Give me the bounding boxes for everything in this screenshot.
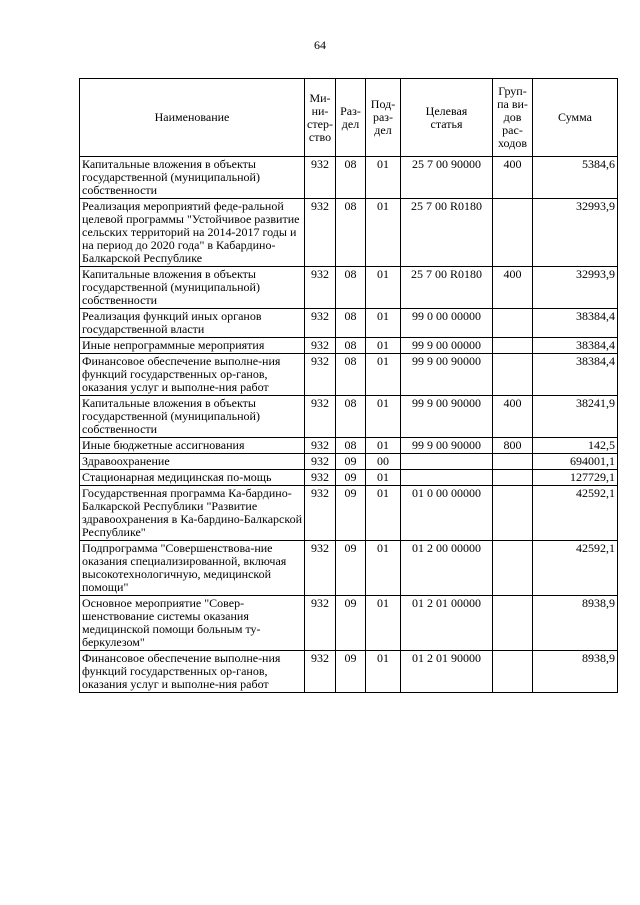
cell-name: Стационарная медицинская по-мощь <box>80 470 305 486</box>
cell-section: 09 <box>336 596 366 651</box>
cell-ministry: 932 <box>305 354 336 396</box>
cell-target: 25 7 00 90000 <box>401 157 493 199</box>
cell-target: 01 2 01 00000 <box>401 596 493 651</box>
cell-sum: 8938,9 <box>533 651 618 693</box>
cell-ministry: 932 <box>305 157 336 199</box>
cell-subsection: 01 <box>366 396 401 438</box>
table-row <box>80 651 618 693</box>
cell-name: Капитальные вложения в объекты государственной (муниципальной) собственности <box>80 157 305 199</box>
cell-ministry: 932 <box>305 651 336 693</box>
cell-section: 09 <box>336 486 366 541</box>
cell-target: 01 2 01 90000 <box>401 651 493 693</box>
cell-name: Здравоохранение <box>80 454 305 470</box>
cell-subsection: 01 <box>366 486 401 541</box>
cell-group <box>493 354 533 396</box>
cell-group <box>493 541 533 596</box>
cell-sum: 127729,1 <box>533 470 618 486</box>
header-name: Наименование <box>80 79 305 157</box>
cell-section: 08 <box>336 338 366 354</box>
cell-target: 99 9 00 00000 <box>401 338 493 354</box>
cell-section: 08 <box>336 157 366 199</box>
cell-name: Реализация мероприятий феде-ральной целевой программы "Устойчивое развитие сельских территорий на 2014-2017 годы и на период до 2020 года" в Кабардино-Балкарской Республике <box>80 199 305 267</box>
cell-name: Основное мероприятие "Совер-шенствование системы оказания медицинской помощи больным ту-беркулезом" <box>80 596 305 651</box>
cell-sum: 8938,9 <box>533 596 618 651</box>
table-row <box>80 199 618 267</box>
cell-subsection: 01 <box>366 267 401 309</box>
cell-ministry: 932 <box>305 338 336 354</box>
cell-section: 09 <box>336 651 366 693</box>
cell-name: Реализация функций иных органов государственной власти <box>80 309 305 338</box>
cell-group <box>493 651 533 693</box>
cell-subsection: 01 <box>366 338 401 354</box>
cell-target: 25 7 00 R0180 <box>401 199 493 267</box>
page-number: 64 <box>314 38 326 52</box>
cell-section: 09 <box>336 541 366 596</box>
cell-ministry: 932 <box>305 541 336 596</box>
cell-ministry: 932 <box>305 199 336 267</box>
cell-name: Государственная программа Ка-бардино-Балкарской Республики "Развитие здравоохранения в Ка-бардино-Балкарской Республике" <box>80 486 305 541</box>
table-row <box>80 338 618 354</box>
cell-ministry: 932 <box>305 486 336 541</box>
header-group: Груп- па ви- дов рас- ходов <box>493 79 533 157</box>
cell-group <box>493 596 533 651</box>
cell-target <box>401 454 493 470</box>
cell-group: 800 <box>493 438 533 454</box>
cell-group <box>493 470 533 486</box>
cell-target: 99 9 00 90000 <box>401 396 493 438</box>
cell-section: 08 <box>336 267 366 309</box>
cell-name: Капитальные вложения в объекты государственной (муниципальной) собственности <box>80 396 305 438</box>
cell-name: Подпрограмма "Совершенствова-ние оказания специализированной, включая высокотехнологичную, медицинской помощи" <box>80 541 305 596</box>
cell-ministry: 932 <box>305 396 336 438</box>
cell-subsection: 01 <box>366 199 401 267</box>
table-row <box>80 157 618 199</box>
cell-ministry: 932 <box>305 596 336 651</box>
table-row <box>80 354 618 396</box>
cell-group <box>493 338 533 354</box>
cell-target <box>401 470 493 486</box>
cell-subsection: 01 <box>366 651 401 693</box>
cell-section: 08 <box>336 396 366 438</box>
header-sum: Сумма <box>533 79 618 157</box>
cell-group <box>493 454 533 470</box>
cell-ministry: 932 <box>305 267 336 309</box>
cell-group: 400 <box>493 396 533 438</box>
table-row <box>80 454 618 470</box>
cell-sum: 694001,1 <box>533 454 618 470</box>
header-target: Целевая статья <box>401 79 493 157</box>
cell-sum: 38384,4 <box>533 338 618 354</box>
cell-sum: 5384,6 <box>533 157 618 199</box>
table-row <box>80 438 618 454</box>
cell-section: 08 <box>336 309 366 338</box>
header-section: Раз- дел <box>336 79 366 157</box>
cell-subsection: 01 <box>366 354 401 396</box>
cell-section: 08 <box>336 199 366 267</box>
cell-group <box>493 486 533 541</box>
cell-name: Иные бюджетные ассигнования <box>80 438 305 454</box>
cell-section: 08 <box>336 354 366 396</box>
cell-name: Иные непрограммные мероприятия <box>80 338 305 354</box>
table-row <box>80 267 618 309</box>
cell-sum: 42592,1 <box>533 486 618 541</box>
cell-ministry: 932 <box>305 309 336 338</box>
cell-subsection: 00 <box>366 454 401 470</box>
cell-target: 01 2 00 00000 <box>401 541 493 596</box>
cell-subsection: 01 <box>366 309 401 338</box>
cell-sum: 38384,4 <box>533 354 618 396</box>
cell-sum: 42592,1 <box>533 541 618 596</box>
table-row <box>80 541 618 596</box>
table-row <box>80 596 618 651</box>
cell-group <box>493 199 533 267</box>
cell-sum: 142,5 <box>533 438 618 454</box>
table-header-row <box>80 79 618 157</box>
cell-ministry: 932 <box>305 438 336 454</box>
table-row <box>80 396 618 438</box>
cell-target: 99 9 00 90000 <box>401 438 493 454</box>
cell-sum: 32993,9 <box>533 199 618 267</box>
cell-group <box>493 309 533 338</box>
cell-name: Финансовое обеспечение выполне-ния функций государственных ор-ганов, оказания услуг и выполне-ния работ <box>80 354 305 396</box>
cell-target: 99 0 00 00000 <box>401 309 493 338</box>
cell-subsection: 01 <box>366 470 401 486</box>
cell-group: 400 <box>493 267 533 309</box>
header-subsection: Под- раз- дел <box>366 79 401 157</box>
table-row <box>80 470 618 486</box>
cell-sum: 38241,9 <box>533 396 618 438</box>
budget-table <box>79 78 618 693</box>
cell-ministry: 932 <box>305 470 336 486</box>
cell-section: 08 <box>336 438 366 454</box>
cell-target: 99 9 00 90000 <box>401 354 493 396</box>
cell-section: 09 <box>336 454 366 470</box>
table-row <box>80 309 618 338</box>
cell-subsection: 01 <box>366 438 401 454</box>
table-row <box>80 486 618 541</box>
cell-sum: 38384,4 <box>533 309 618 338</box>
cell-ministry: 932 <box>305 454 336 470</box>
cell-subsection: 01 <box>366 541 401 596</box>
cell-name: Капитальные вложения в объекты государственной (муниципальной) собственности <box>80 267 305 309</box>
cell-group: 400 <box>493 157 533 199</box>
cell-target: 25 7 00 R0180 <box>401 267 493 309</box>
cell-sum: 32993,9 <box>533 267 618 309</box>
cell-target: 01 0 00 00000 <box>401 486 493 541</box>
cell-subsection: 01 <box>366 596 401 651</box>
cell-subsection: 01 <box>366 157 401 199</box>
cell-section: 09 <box>336 470 366 486</box>
header-ministry: Ми- ни- стер- ство <box>305 79 336 157</box>
cell-name: Финансовое обеспечение выполне-ния функций государственных ор-ганов, оказания услуг и выполне-ния работ <box>80 651 305 693</box>
